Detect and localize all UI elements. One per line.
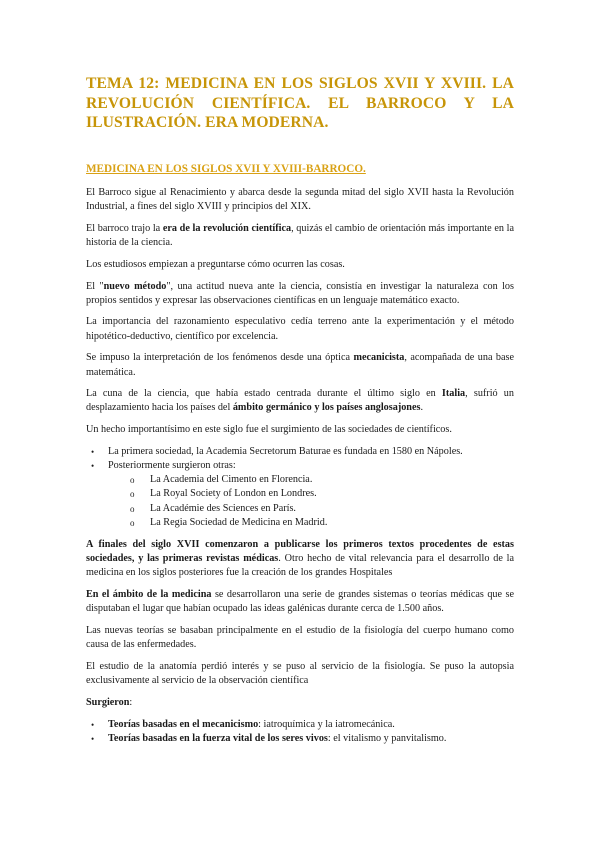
bold-span: Teorías basadas en la fuerza vital de los seres vivos (108, 732, 328, 744)
paragraph-ambito-medicina (86, 588, 514, 616)
bullet-icon: • (91, 461, 95, 472)
bold-span: A finales del siglo XVII comenzaron a publicarse los primeros textos procedentes de estas sociedades, y las primeras revistas médicas (86, 539, 514, 565)
bullet-icon: • (91, 733, 95, 744)
bold-span: mecanicista (353, 352, 405, 364)
text-span: , quizás el cambio de orientación más importante en la historia de la ciencia. (86, 222, 514, 249)
sub-list-item (108, 516, 514, 530)
paragraph-barroco-intro: El Barroco sigue al Renacimiento y abarca desde la segunda mitad del siglo XVII hasta la Revolución Industrial, a fines del siglo XVIII y principios del XIX. (86, 187, 514, 213)
text-span: ", una actitud nueva ante la ciencia, consistía en investigar la naturaleza con los propios sentidos y expresar las observaciones científicas en un lenguaje matemático exacto. (86, 280, 514, 306)
text-span: , acompañada de una base matemática. (86, 352, 515, 378)
sub-list (108, 473, 514, 530)
circle-bullet-icon: o (130, 489, 135, 500)
sub-list-item (108, 487, 514, 501)
paragraph-mecanicista (86, 351, 514, 379)
text-span: : el vitalismo y panvitalismo. (327, 732, 447, 744)
section-heading: MEDICINA EN LOS SIGLOS XVII Y XVIII-BARROCO. (86, 163, 366, 175)
paragraph-sociedades: Un hecho importantísimo en este siglo fue el surgimiento de las sociedades de científicos. (86, 424, 452, 436)
paragraph-cuna-ciencia (86, 387, 514, 415)
bold-span: Surgieron (86, 696, 130, 708)
document-title: TEMA 12: MEDICINA EN LOS SIGLOS XVII Y XVIII. LA REVOLUCIÓN CIENTÍFICA. EL BARROCO Y LA ILUSTRACIÓN. ERA MODERNA. (86, 75, 514, 131)
bold-span: En el ámbito de la medicina (86, 589, 212, 601)
text-span: La cuna de la ciencia, que había estado centrada durante el último siglo en (86, 388, 442, 400)
list-item (86, 718, 514, 732)
text-span: . Otro hecho de vital relevancia para el desarrollo de la medicina en los siglos posteriores fue la creación de los grandes Hospitales (86, 553, 515, 579)
sub-list-item (108, 473, 514, 487)
paragraph-publicaciones (86, 538, 514, 581)
paragraph-estudiosos: Los estudiosos empiezan a preguntarse cómo ocurren las cosas. (86, 258, 345, 270)
sub-list-item (108, 502, 514, 516)
text-span: El barroco trajo la (86, 222, 163, 234)
societies-list (86, 445, 514, 530)
bullet-icon: • (91, 719, 95, 730)
paragraph-anatomia: El estudio de la anatomía perdió interés y se puso al servicio de la fisiología. Se puso la autopsia exclusivamente al servicio de la observación científica (86, 660, 514, 687)
sub-list-item-text: La Royal Society of London en Londres. (150, 488, 317, 500)
text-span: : iatroquímica y la iatromecánica. (258, 718, 395, 730)
text-span: Se impuso la interpretación de los fenómenos desde una óptica (86, 352, 354, 364)
bold-span: ámbito germánico y los países anglosajones (232, 402, 421, 414)
text-span: , sufrió un desplazamiento hacia los países del (86, 388, 514, 414)
bold-span: Teorías basadas en el mecanicismo (108, 718, 259, 730)
paragraph-revolucion-cientifica (86, 222, 514, 250)
bold-span: Italia (441, 388, 466, 400)
text-span: . (420, 402, 423, 414)
bold-span: era de la revolución científica (162, 222, 292, 234)
list-item (86, 445, 514, 459)
theories-list (86, 718, 514, 746)
sub-list-item-text: La Académie des Sciences en París. (150, 502, 296, 514)
paragraph-surgieron (86, 696, 514, 710)
text-span: El " (86, 280, 104, 292)
sub-list-item-text: La Regia Sociedad de Medicina en Madrid. (150, 516, 328, 528)
list-item-text: Posteriormente surgieron otras: (108, 460, 236, 472)
list-item-text: La primera sociedad, la Academia Secretorum Baturae es fundada en 1580 en Nápoles. (108, 445, 463, 457)
paragraph-razonamiento: La importancia del razonamiento especulativo cedía terreno ante la experimentación y el método hipotético-deductivo, científico por excelencia. (86, 316, 514, 342)
paragraph-nuevas-teorias: Las nuevas teorías se basaban principalmente en el estudio de la fisiología del cuerpo humano como causa de las enfermedades. (86, 625, 514, 651)
circle-bullet-icon: o (130, 517, 135, 528)
text-span: se desarrollaron una serie de grandes sistemas o teorías médicas que se disputaban el lugar que habían ocupado las ideas galénicas durante cerca de 1.500 años. (86, 589, 514, 615)
list-item (86, 459, 514, 530)
list-item (86, 732, 514, 746)
bold-span: nuevo método (103, 280, 167, 292)
circle-bullet-icon: o (130, 475, 135, 486)
sub-list-item-text: La Academia del Cimento en Florencia. (150, 474, 313, 486)
text-span: : (129, 696, 133, 708)
paragraph-nuevo-metodo (86, 280, 514, 308)
document-body (86, 186, 514, 754)
bullet-icon: • (91, 446, 95, 457)
circle-bullet-icon: o (130, 503, 135, 514)
